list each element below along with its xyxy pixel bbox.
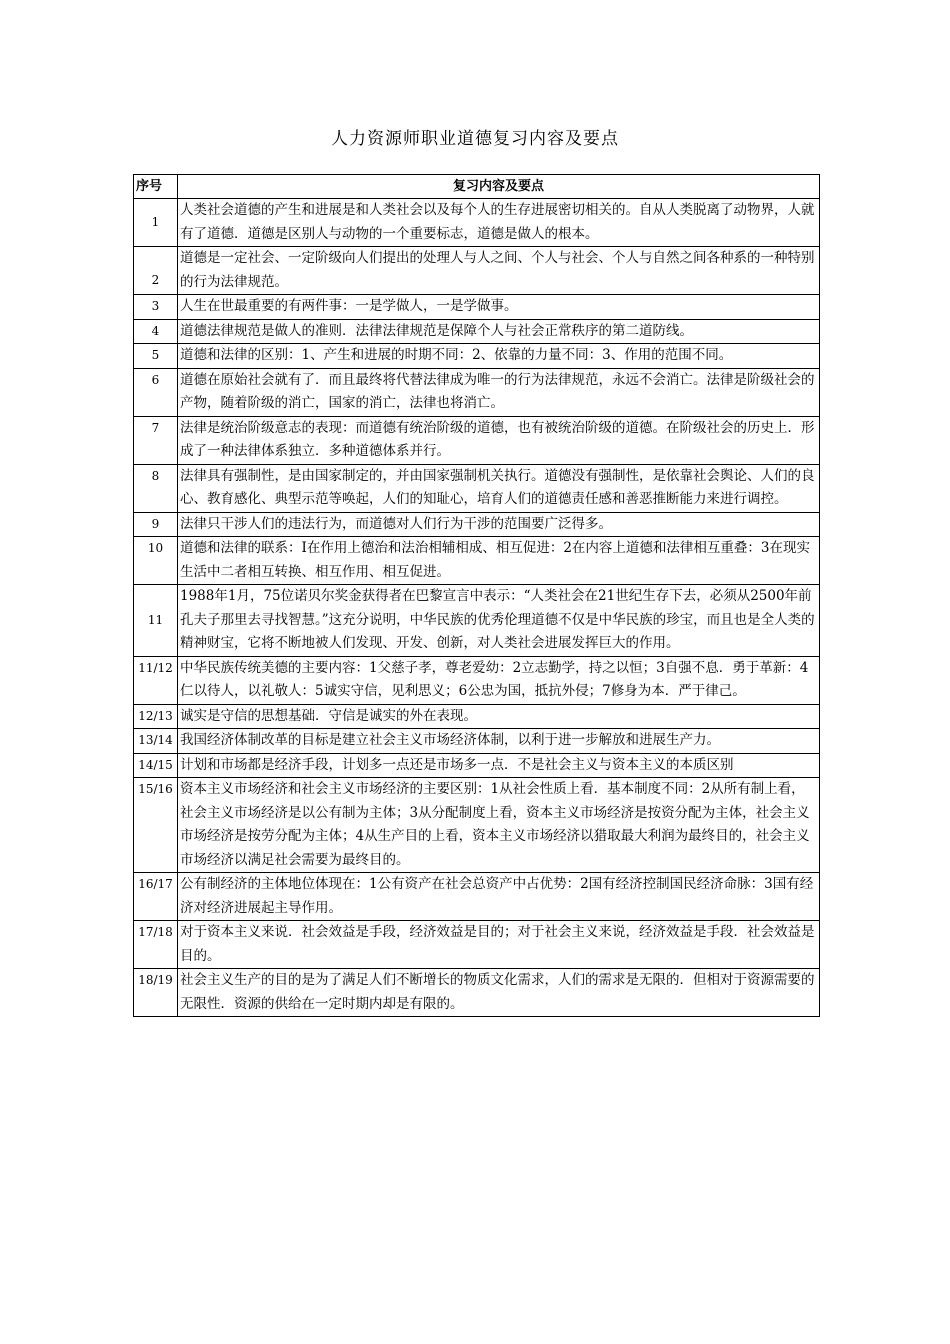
row-content: 资本主义市场经济和社会主义市场经济的主要区别：1从社会性质上看．基本制度不同：2从所有制上看，社会主义市场经济是以公有制为主体；3从分配制度上看，资本主义市场经济是按资分配为主体，社会主义市场经济是按劳分配为主体；4从生产目的上看，资本主义市场经济以猎取最大利润为最终目的，社会主义市场经济以满足社会需要为最终目的。 [178, 778, 820, 873]
table-row [134, 873, 820, 921]
row-number: 8 [134, 464, 178, 512]
row-content: 道德和法律的联系：I在作用上德治和法治相辅相成、相互促进：2在内容上道德和法律相互重叠：3在现实生活中二者相互转换、相互作用、相互促进。 [178, 537, 820, 585]
row-content: 法律是统治阶级意志的表现：而道德有统治阶级的道德，也有被统治阶级的道德。在阶级社会的历史上．形成了一种法律体系独立．多种道德体系并行。 [178, 416, 820, 464]
row-number: 4 [134, 319, 178, 344]
row-content: 社会主义生产的目的是为了满足人们不断增长的物质文化需求，人们的需求是无限的．但相对于资源需要的无限性．资源的供给在一定时期内却是有限的。 [178, 969, 820, 1017]
row-content: 法律只干涉人们的违法行为，而道德对人们行为干涉的范围要广泛得多。 [178, 512, 820, 537]
row-content: 公有制经济的主体地位体现在：1公有资产在社会总资产中占优势：2国有经济控制国民经济命脉：3国有经济对经济进展起主导作用。 [178, 873, 820, 921]
row-content: 我国经济体制改革的目标是建立社会主义市场经济体制，以利于进一步解放和进展生产力。 [178, 729, 820, 754]
row-number: 17/18 [134, 921, 178, 969]
row-number: 1 [134, 199, 178, 247]
row-number: 9 [134, 512, 178, 537]
table-header-row [134, 175, 820, 199]
row-number: 11 [134, 585, 178, 657]
row-content: 道德在原始社会就有了．而且最终将代替法律成为唯一的行为法律规范，永远不会消亡。法律是阶级社会的产物，随着阶级的消亡，国家的消亡，法律也将消亡。 [178, 368, 820, 416]
table-row [134, 585, 820, 657]
row-number: 7 [134, 416, 178, 464]
row-number: 15/16 [134, 778, 178, 873]
row-content: 道德是一定社会、一定阶级向人们提出的处理人与人之间、个人与社会、个人与自然之间各种系的一种特别的行为法律规范。 [178, 247, 820, 295]
review-table [133, 174, 820, 1017]
row-content: 对于资本主义来说．社会效益是手段，经济效益是目的；对于社会主义来说，经济效益是手段．社会效益是目的。 [178, 921, 820, 969]
table-row [134, 704, 820, 729]
table-row [134, 247, 820, 295]
header-number: 序号 [134, 175, 178, 199]
header-content: 复习内容及要点 [178, 175, 820, 199]
row-number: 2 [134, 247, 178, 295]
row-content: 人类社会道德的产生和进展是和人类社会以及每个人的生存进展密切相关的。自从人类脱离了动物界，人就有了道德．道德是区别人与动物的一个重要标志，道德是做人的根本。 [178, 199, 820, 247]
table-row [134, 778, 820, 873]
row-content: 道德和法律的区别：1、产生和进展的时期不同：2、依靠的力量不同：3、作用的范围不同。 [178, 344, 820, 369]
row-number: 5 [134, 344, 178, 369]
row-content: 计划和市场都是经济手段，计划多一点还是市场多一点．不是社会主义与资本主义的本质区别 [178, 753, 820, 778]
row-content: 中华民族传统美德的主要内容：1父慈子孝，尊老爱幼：2立志勤学，持之以恒；3自强不息．勇于革新：4仁以待人，以礼敬人：5诚实守信，见利思义；6公忠为国，抵抗外侵；7修身为本．严于律己。 [178, 656, 820, 704]
row-content: 1988年1月，75位诺贝尔奖金获得者在巴黎宣言中表示：“人类社会在21世纪生存下去，必须从2500年前孔夫子那里去寻找智慧。”这充分说明，中华民族的优秀伦理道德不仅是中华民族的珍宝，而且也是全人类的精神财宝，它将不断地被人们发现、开发、创新，对人类社会进展发挥巨大的作用。 [178, 585, 820, 657]
page-title: 人力资源师职业道德复习内容及要点 [331, 129, 619, 149]
row-number: 16/17 [134, 873, 178, 921]
row-number: 10 [134, 537, 178, 585]
table-row [134, 537, 820, 585]
row-content: 诚实是守信的思想基础．守信是诚实的外在表现。 [178, 704, 820, 729]
table-row [134, 368, 820, 416]
row-number: 12/13 [134, 704, 178, 729]
row-number: 13/14 [134, 729, 178, 754]
table-row [134, 729, 820, 754]
table-row [134, 416, 820, 464]
row-content: 法律具有强制性，是由国家制定的，并由国家强制机关执行。道德没有强制性，是依靠社会舆论、人们的良心、教育感化、典型示范等唤起，人们的知耻心，培育人们的道德责任感和善恶推断能力来进行调控。 [178, 464, 820, 512]
table-row [134, 199, 820, 247]
table-row [134, 969, 820, 1017]
table-row [134, 656, 820, 704]
row-number: 14/15 [134, 753, 178, 778]
table-row [134, 753, 820, 778]
row-content: 人生在世最重要的有两件事：一是学做人，一是学做事。 [178, 295, 820, 320]
table-row [134, 319, 820, 344]
row-number: 11/12 [134, 656, 178, 704]
table-row [134, 464, 820, 512]
row-content: 道德法律规范是做人的准则．法律法律规范是保障个人与社会正常秩序的第二道防线。 [178, 319, 820, 344]
row-number: 3 [134, 295, 178, 320]
table-row [134, 295, 820, 320]
table-row [134, 921, 820, 969]
row-number: 18/19 [134, 969, 178, 1017]
row-number: 6 [134, 368, 178, 416]
table-row [134, 512, 820, 537]
table-row [134, 344, 820, 369]
